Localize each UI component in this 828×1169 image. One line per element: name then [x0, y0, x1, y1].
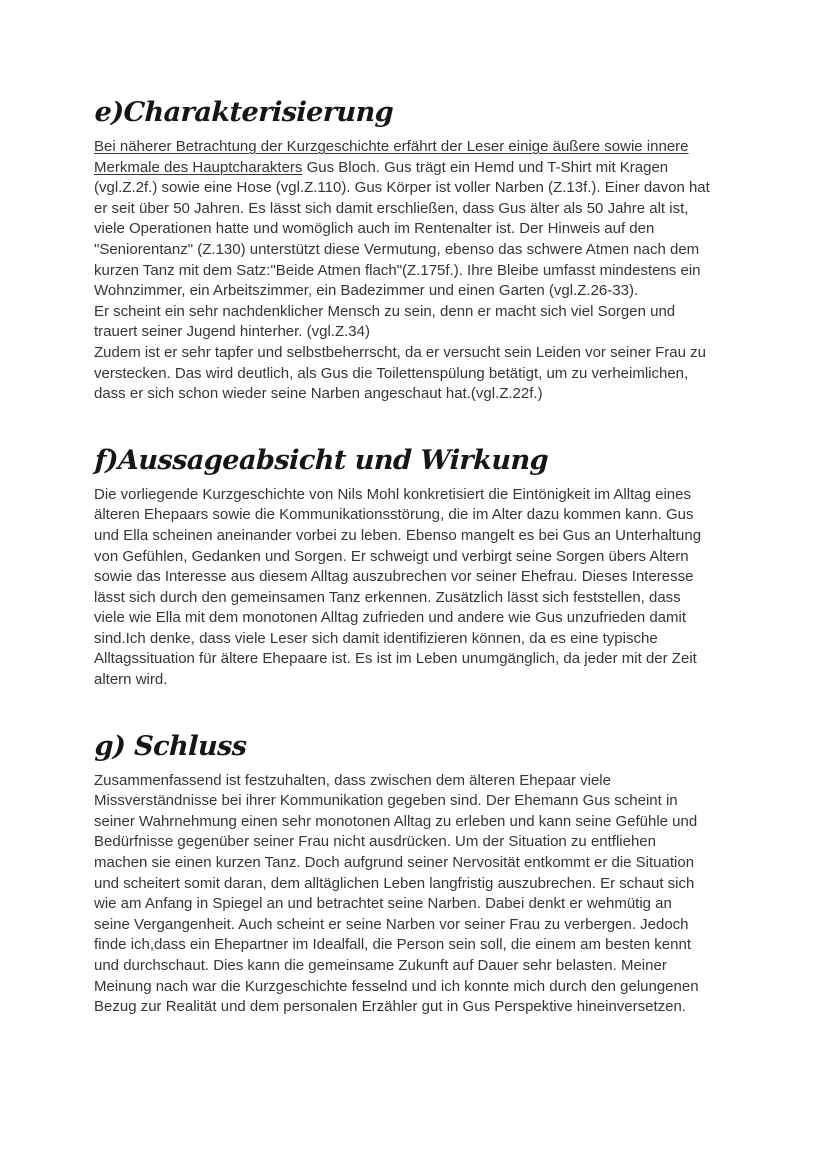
text-line [94, 588, 746, 609]
text-segment: trauert seiner Jugend hinterher. (vgl.Z.34) [94, 323, 370, 341]
section-paragraph-aussageabsicht [94, 485, 746, 691]
text-line [94, 791, 746, 812]
text-line [94, 526, 746, 547]
text-segment: sind.Ich denke, dass viele Leser sich damit identifizieren können, da es eine typische [94, 629, 658, 647]
text-segment: altern wird. [94, 671, 168, 689]
text-segment: und Ella scheinen aneinander vorbei zu leben. Ebenso mangelt es bei Gus an Unterhaltung [94, 526, 702, 544]
text-segment: Er scheint ein sehr nachdenklicher Mensch zu sein, denn er macht sich viel Sorgen und [94, 302, 676, 320]
text-line [94, 956, 746, 977]
text-line [94, 547, 746, 568]
section-heading-schluss: g) Schluss [94, 730, 248, 762]
text-segment: kurzen Tanz mit dem Satz:"Beide Atmen flach"(Z.175f.). Ihre Bleibe umfasst mindestens ein [94, 261, 701, 279]
text-line [94, 894, 746, 915]
text-line [94, 997, 746, 1018]
section-heading-aussageabsicht: f)Aussageabsicht und Wirkung [94, 444, 549, 476]
text-segment: finde ich,dass ein Ehepartner im Idealfall, die Person sein soll, die einem am besten kennt [94, 936, 692, 954]
text-segment: Wohnzimmer, ein Arbeitszimmer, ein Badezimmer und einen Garten (vgl.Z.26-33). [94, 282, 639, 300]
text-line [94, 137, 746, 158]
text-line [94, 302, 746, 323]
section-charakterisierung [94, 96, 746, 405]
text-line [94, 771, 746, 792]
text-line [94, 505, 746, 526]
text-segment: wie am Anfang in Spiegel an und betrachtet seine Narben. Dabei denkt er wehmütig an [94, 895, 672, 913]
text-line [94, 485, 746, 506]
text-segment: von Gefühlen, Gedanken und Sorgen. Er schweigt und verbirgt seine Sorgen übers Altern [94, 547, 689, 565]
text-segment: Meinung nach war die Kurzgeschichte fesselnd und ich konnte mich durch den gelungenen [94, 977, 699, 995]
text-line [94, 608, 746, 629]
text-line [94, 199, 746, 220]
text-line [94, 629, 746, 650]
text-segment: Zusammenfassend ist festzuhalten, dass zwischen dem älteren Ehepaar viele [94, 771, 611, 789]
text-segment: und durchschaut. Dies kann die gemeinsame Zukunft auf Dauer sehr belasten. Meiner [94, 957, 667, 974]
text-segment: lässt sich durch den gemeinsamen Tanz erkennen. Zusätzlich lässt sich feststellen, dass [94, 588, 681, 606]
text-segment: seine Vergangenheit. Auch scheint er seine Narben vor seiner Frau zu verbergen. Jedoch [94, 915, 689, 933]
text-segment: sowie das Interesse aus diesem Alltag auszubrechen vor seiner Ehefrau. Dieses Interesse [94, 568, 694, 586]
text-segment: machen sie einen kurzen Tanz. Doch aufgrund seiner Nervosität entkommt er die Situation [94, 854, 695, 872]
text-segment: dass er sich schon wieder seine Narben angeschaut hat.(vgl.Z.22f.) [94, 385, 543, 403]
underlined-text-segment: Bei näherer Betrachtung der Kurzgeschichte erfährt der Leser einige äußere sowie innere [94, 138, 689, 155]
text-segment: Missverständnisse bei ihrer Kommunikation gegeben sind. Der Ehemann Gus scheint in [94, 792, 678, 810]
text-line [94, 343, 746, 364]
section-paragraph-charakterisierung [94, 137, 746, 405]
text-line [94, 322, 746, 343]
text-line [94, 915, 746, 936]
text-segment: viele wie Ella mit dem monotonen Alltag zufrieden und andere wie Gus unzufrieden damit [94, 609, 687, 627]
text-segment: verstecken. Das wird deutlich, als Gus die Toilettenspülung betätigt, um zu verheimlichen, [94, 364, 689, 382]
section-aussageabsicht [94, 444, 746, 691]
text-line [94, 281, 746, 302]
text-segment: (vgl.Z.2f.) sowie eine Hose (vgl.Z.110). Gus Körper ist voller Narben (Z.13f.). Einer davon hat [94, 179, 710, 197]
text-segment: und scheitert somit daran, dem alltäglichen Leben langfristig auszubrechen. Er schaut sich [94, 874, 695, 892]
text-line [94, 935, 746, 956]
text-segment: Bedürfnisse gegenüber seiner Frau nicht ausdrücken. Um der Situation zu entfliehen [94, 833, 656, 851]
text-segment: er seit über 50 Jahren. Es lässt sich damit erschließen, dass Gus älter als 50 Jahre alt ist, [94, 199, 689, 217]
text-line [94, 219, 746, 240]
text-segment: Alltagssituation für ältere Ehepaare ist. Es ist im Leben unumgänglich, da jeder mit der Zeit [94, 650, 697, 668]
text-line [94, 178, 746, 199]
text-segment: Bezug zur Realität und dem personalen Erzähler gut in Gus Perspektive hineinversetzen. [94, 998, 686, 1016]
text-segment: Zudem ist er sehr tapfer und selbstbeherrscht, da er versucht sein Leiden vor seiner Frau zu [94, 343, 706, 361]
section-schluss [94, 730, 746, 1018]
text-line [94, 874, 746, 895]
text-segment: seiner Wahrnehmung einen sehr monotonen Alltag zu erleben und kann seine Gefühle und [94, 812, 698, 830]
text-line [94, 567, 746, 588]
text-line [94, 977, 746, 998]
text-segment: Gus Bloch. Gus trägt ein Hemd und T-Shirt mit Kragen [302, 158, 669, 176]
document-content [94, 0, 746, 1018]
text-segment: Die vorliegende Kurzgeschichte von Nils Mohl konkretisiert die Eintönigkeit im Alltag eines [94, 485, 691, 503]
section-paragraph-schluss [94, 771, 746, 1018]
text-line [94, 670, 746, 691]
text-line [94, 384, 746, 405]
text-segment: älteren Ehepaars sowie die Kommunikationsstörung, die im Alter dazu kommen kann. Gus [94, 506, 694, 524]
text-line [94, 158, 746, 179]
section-heading-charakterisierung: e)Charakterisierung [94, 97, 394, 128]
text-line [94, 649, 746, 670]
text-line [94, 261, 746, 282]
underlined-text-segment: Merkmale des Hauptcharakters [94, 158, 303, 176]
text-line [94, 240, 746, 261]
text-line [94, 853, 746, 874]
text-segment: viele Operationen hatte und womöglich auch im Rentenalter ist. Der Hinweis auf den [94, 220, 655, 238]
text-line [94, 832, 746, 853]
text-line [94, 364, 746, 385]
text-segment: "Seniorentanz" (Z.130) unterstützt diese Vermutung, ebenso das schwere Atmen nach dem [94, 240, 700, 258]
text-line [94, 812, 746, 833]
